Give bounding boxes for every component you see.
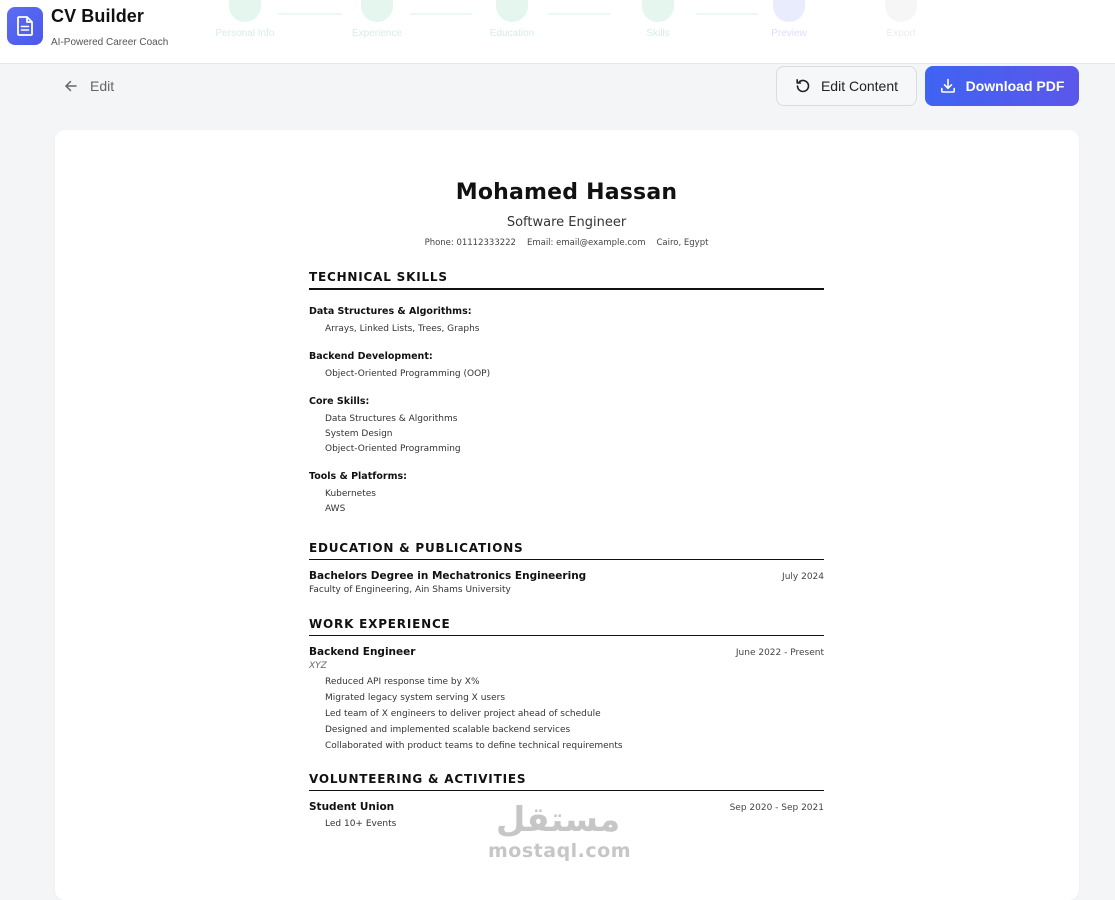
job-title: Backend Engineer xyxy=(309,646,416,658)
back-to-edit-button[interactable] xyxy=(64,74,114,98)
edit-content-label: Edit Content xyxy=(820,78,899,94)
resume-contact xyxy=(309,238,824,248)
skill-item: System Design xyxy=(325,429,393,439)
step-label: Experience xyxy=(351,28,403,39)
skill-group xyxy=(309,471,824,517)
company-name: XYZ xyxy=(309,661,327,671)
step-education[interactable] xyxy=(472,0,552,39)
step-experience[interactable] xyxy=(337,0,417,39)
app-subtitle: AI-Powered Career Coach xyxy=(51,37,169,48)
skill-item: Kubernetes xyxy=(325,489,376,499)
school-name: Faculty of Engineering, Ain Shams University xyxy=(309,585,511,595)
step-connector xyxy=(548,13,610,15)
step-check-icon xyxy=(496,0,528,22)
job-bullet: Collaborated with product teams to define technical requirements xyxy=(325,741,623,751)
step-check-icon xyxy=(361,0,393,22)
skill-group-label: Backend Development: xyxy=(309,351,433,362)
step-connector xyxy=(410,13,472,15)
skill-item: AWS xyxy=(325,504,346,514)
step-label: Personal Info xyxy=(215,28,275,39)
volunteering-bullet: Led 10+ Events xyxy=(325,819,397,829)
job-bullet: Reduced API response time by X% xyxy=(325,677,480,687)
resume-preview-card xyxy=(55,130,1079,900)
document-icon xyxy=(16,16,34,36)
section-title: WORK EXPERIENCE xyxy=(309,617,824,636)
resume-role: Software Engineer xyxy=(506,215,627,230)
download-icon xyxy=(940,78,956,94)
step-label: Preview xyxy=(771,28,807,39)
skill-group-label: Data Structures & Algorithms: xyxy=(309,306,472,317)
job-bullet: Migrated legacy system serving X users xyxy=(325,693,506,703)
skill-item: Object-Oriented Programming xyxy=(325,444,461,454)
step-pending-icon xyxy=(885,0,917,22)
contact-email: Email: email@example.com xyxy=(526,238,646,248)
education-entry xyxy=(309,570,824,595)
resume-name: Mohamed Hassan xyxy=(455,180,678,205)
job-bullet: Led team of X engineers to deliver project ahead of schedule xyxy=(325,709,601,719)
step-skills[interactable] xyxy=(618,0,698,39)
volunteering-date: Sep 2020 - Sep 2021 xyxy=(729,803,824,813)
step-label: Skills xyxy=(646,28,670,39)
watermark-latin: mostaql.com xyxy=(488,840,632,862)
skill-item: Object-Oriented Programming (OOP) xyxy=(325,369,491,379)
section-title: TECHNICAL SKILLS xyxy=(309,270,824,290)
education-date: July 2024 xyxy=(782,572,824,582)
download-pdf-label: Download PDF xyxy=(965,78,1065,94)
resume-document xyxy=(309,180,824,832)
contact-location: Cairo, Egypt xyxy=(656,238,709,248)
watermark-arabic: مستقل xyxy=(495,800,621,840)
step-check-icon xyxy=(642,0,674,22)
step-current-icon xyxy=(773,0,805,22)
skill-item: Data Structures & Algorithms xyxy=(325,414,458,424)
skill-group xyxy=(309,306,824,337)
skill-group xyxy=(309,396,824,457)
arrow-left-icon xyxy=(64,79,78,93)
app-title: CV Builder xyxy=(51,6,145,26)
step-preview[interactable] xyxy=(749,0,829,39)
step-label: Export xyxy=(886,28,916,39)
step-export[interactable] xyxy=(861,0,941,39)
section-title: EDUCATION & PUBLICATIONS xyxy=(309,541,824,560)
back-button-label: Edit xyxy=(90,78,115,94)
degree-title: Bachelors Degree in Mechatronics Engineering xyxy=(309,570,587,582)
step-connector xyxy=(278,13,342,15)
top-bar xyxy=(0,0,1115,64)
edit-content-button[interactable] xyxy=(776,66,917,106)
organization-name: Student Union xyxy=(309,801,395,813)
skill-group xyxy=(309,351,824,382)
step-label: Education xyxy=(489,28,535,39)
section-education xyxy=(309,541,824,595)
app-logo xyxy=(7,7,43,45)
section-title: VOLUNTEERING & ACTIVITIES xyxy=(309,772,824,791)
section-work-experience xyxy=(309,617,824,754)
section-volunteering xyxy=(309,772,824,832)
section-technical-skills xyxy=(309,270,824,517)
volunteering-entry xyxy=(309,801,824,832)
skill-group-label: Core Skills: xyxy=(309,396,370,407)
progress-stepper xyxy=(200,0,940,50)
job-date: June 2022 - Present xyxy=(735,648,824,658)
skill-item: Arrays, Linked Lists, Trees, Graphs xyxy=(325,324,480,334)
skill-group-label: Tools & Platforms: xyxy=(309,471,407,482)
step-personal-info[interactable] xyxy=(205,0,285,39)
job-bullet: Designed and implemented scalable backend services xyxy=(325,725,571,735)
contact-phone: Phone: 01112333222 xyxy=(424,238,516,248)
work-entry xyxy=(309,646,824,754)
download-pdf-button[interactable] xyxy=(925,66,1079,106)
step-check-icon xyxy=(229,0,261,22)
rotate-ccw-icon xyxy=(795,78,811,94)
